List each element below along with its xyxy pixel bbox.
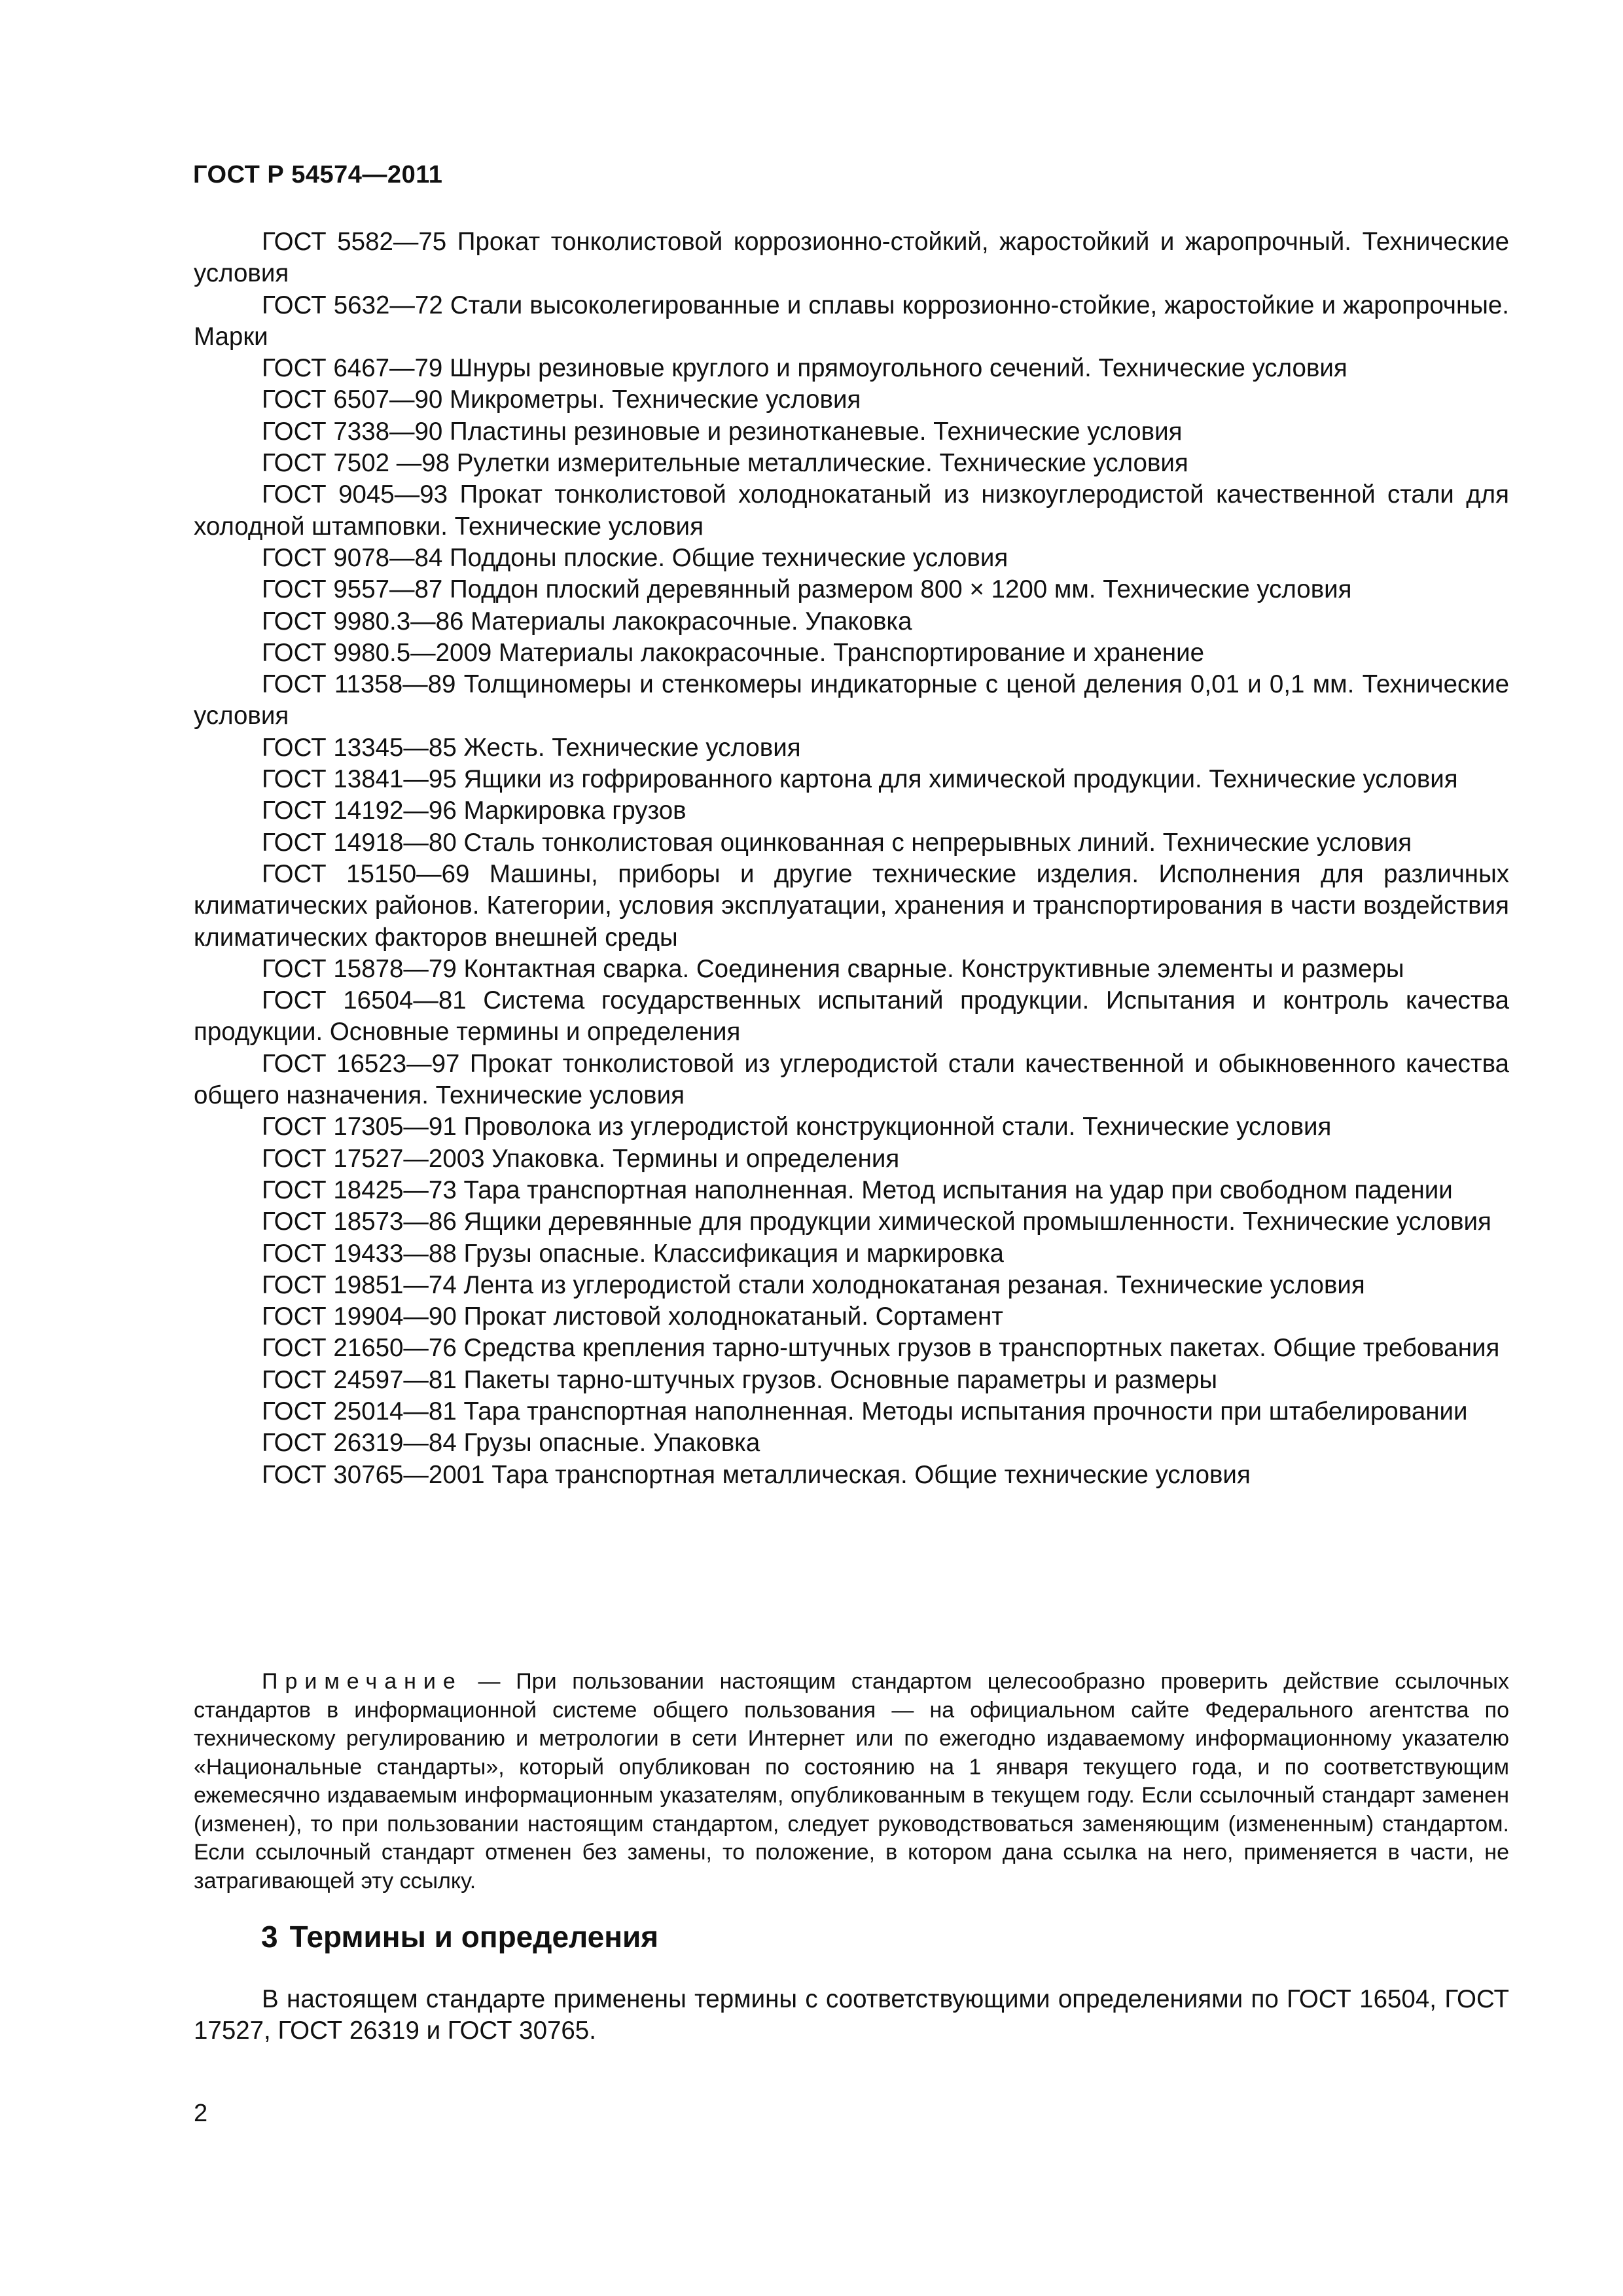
page-number: 2: [194, 2100, 208, 2127]
reference-item: ГОСТ 13841—95 Ящики из гофрированного картона для химической продукции. Технические условия: [262, 765, 1458, 794]
section-number: 3: [261, 1920, 278, 1954]
section-heading: [261, 1919, 658, 1954]
reference-item: ГОСТ 19904—90 Прокат листовой холоднокатаный. Сортамент: [262, 1302, 1003, 1331]
normative-references-list: [194, 226, 1509, 1491]
reference-item: ГОСТ 13345—85 Жесть. Технические условия: [262, 733, 801, 762]
reference-item: ГОСТ 6507—90 Микрометры. Технические условия: [262, 386, 861, 414]
reference-item: ГОСТ 7502 —98 Рулетки измерительные металлические. Технические условия: [262, 449, 1188, 478]
reference-item: ГОСТ 30765—2001 Тара транспортная металлическая. Общие технические условия: [262, 1460, 1251, 1489]
reference-item: ГОСТ 16523—97 Прокат тонколистовой из углеродистой стали качественной и обыкновенного качества общего назначения. Технические условия: [194, 1049, 1509, 1110]
reference-item: ГОСТ 17527—2003 Упаковка. Термины и определения: [262, 1144, 900, 1173]
reference-item: ГОСТ 9045—93 Прокат тонколистовой холоднокатаный из низкоуглеродистой качественной стали для холодной штамповки. Технические условия: [194, 480, 1509, 541]
reference-item: ГОСТ 9980.3—86 Материалы лакокрасочные. Упаковка: [262, 607, 912, 636]
reference-item: ГОСТ 11358—89 Толщиномеры и стенкомеры индикаторные с ценой деления 0,01 и 0,1 мм. Технические условия: [194, 670, 1509, 730]
reference-item: ГОСТ 15878—79 Контактная сварка. Соединения сварные. Конструктивные элементы и размеры: [262, 954, 1404, 983]
reference-item: ГОСТ 14192—96 Маркировка грузов: [262, 797, 687, 825]
references-note: [194, 1668, 1509, 1895]
document-code-header: ГОСТ Р 54574—2011: [193, 161, 443, 188]
reference-item: ГОСТ 19433—88 Грузы опасные. Классификация и маркировка: [262, 1239, 1004, 1268]
reference-item: ГОСТ 5632—72 Стали высоколегированные и сплавы коррозионно-стойкие, жаростойкие и жаропрочные. Марки: [194, 291, 1509, 351]
note-label: Примечание: [262, 1669, 463, 1694]
reference-item: ГОСТ 18425—73 Тара транспортная наполненная. Метод испытания на удар при свободном падении: [262, 1175, 1453, 1204]
reference-item: ГОСТ 14918—80 Сталь тонколистовая оцинкованная с непрерывных линий. Технические условия: [262, 828, 1412, 857]
reference-item: ГОСТ 15150—69 Машины, приборы и другие технические изделия. Исполнения для различных климатических районов. Категории, условия эксплуатации, хранения и транспортирования в части воздействия климатических факторов внешней среды: [194, 859, 1509, 952]
reference-item: ГОСТ 18573—86 Ящики деревянные для продукции химической промышленности. Технические условия: [262, 1208, 1491, 1236]
reference-item: ГОСТ 25014—81 Тара транспортная наполненная. Методы испытания прочности при штабелировании: [262, 1397, 1468, 1426]
reference-item: ГОСТ 6467—79 Шнуры резиновые круглого и прямоугольного сечений. Технические условия: [262, 354, 1347, 383]
reference-item: ГОСТ 24597—81 Пакеты тарно-штучных грузов. Основные параметры и размеры: [262, 1365, 1218, 1394]
reference-item: ГОСТ 7338—90 Пластины резиновые и резинотканевые. Технические условия: [262, 417, 1183, 446]
note-text: — При пользовании настоящим стандартом целесообразно проверить действие ссылочных стандартов в информационной системе общего пользования — на официальном сайте Федерального агентства по техническому регулированию и метрологии в сети Интернет или по ежегодно издаваемому информационному указателю «Национальные стандарты», который опубликован по состоянию на 1 января текущего года, и по соответствующим ежемесячно издаваемым информационным указателям, опубликованным в текущем году. Если ссылочный стандарт заменен (изменен), то при пользовании настоящим стандартом, следует руководствоваться заменяющим (измененным) стандартом. Если ссылочный стандарт отменен без замены, то положение, в котором дана ссылка на него, применяется в части, не затрагивающей эту ссылку.: [194, 1669, 1509, 1893]
reference-item: ГОСТ 17305—91 Проволока из углеродистой конструкционной стали. Технические условия: [262, 1113, 1332, 1141]
reference-item: ГОСТ 19851—74 Лента из углеродистой стали холоднокатаная резаная. Технические условия: [262, 1270, 1365, 1299]
reference-item: ГОСТ 9078—84 Поддоны плоские. Общие технические условия: [262, 543, 1008, 572]
reference-item: ГОСТ 5582—75 Прокат тонколистовой коррозионно-стойкий, жаростойкий и жаропрочный. Технические условия: [194, 228, 1509, 288]
reference-item: ГОСТ 21650—76 Средства крепления тарно-штучных грузов в транспортных пакетах. Общие требования: [262, 1334, 1500, 1363]
reference-item: ГОСТ 9557—87 Поддон плоский деревянный размером 800 × 1200 мм. Технические условия: [262, 575, 1352, 604]
reference-item: ГОСТ 16504—81 Система государственных испытаний продукции. Испытания и контроль качества продукции. Основные термины и определения: [194, 986, 1509, 1047]
section-title: Термины и определения: [289, 1920, 659, 1954]
section-paragraph: В настоящем стандарте применены термины с соответствующими определениями по ГОСТ 16504, ГОСТ 17527, ГОСТ 26319 и ГОСТ 30765.: [194, 1985, 1509, 2045]
reference-item: ГОСТ 26319—84 Грузы опасные. Упаковка: [262, 1429, 760, 1458]
reference-item: ГОСТ 9980.5—2009 Материалы лакокрасочные. Транспортирование и хранение: [262, 638, 1205, 667]
